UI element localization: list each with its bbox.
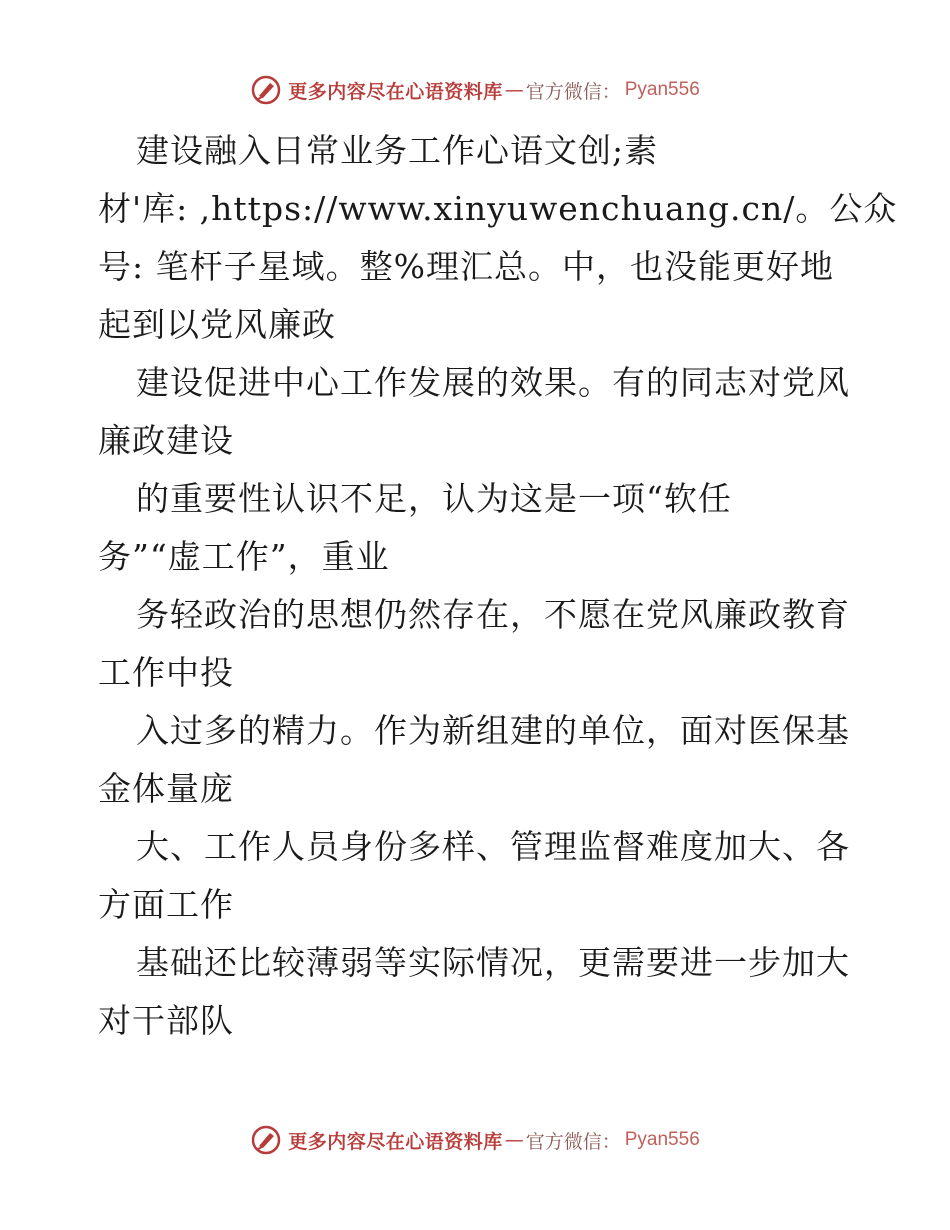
body-line: 方面工作 <box>98 885 234 924</box>
banner-wechat-id: Pyan556 <box>624 1129 700 1150</box>
banner-dash: — <box>504 79 524 101</box>
banner-main-text: 更多内容尽在心语资料库 <box>288 1130 503 1153</box>
body-line: 对干部队 <box>98 1001 234 1040</box>
footer-watermark-banner <box>0 1120 950 1160</box>
banner-official-label: 官方微信： <box>525 80 621 103</box>
brand-logo-icon <box>250 1124 282 1156</box>
body-line: 的重要性认识不足，认为这是一项“软任 <box>136 479 732 518</box>
body-line: 务”“虚工作”，重业 <box>98 537 390 576</box>
banner-dash: — <box>504 1129 524 1151</box>
body-line: 工作中投 <box>98 653 234 692</box>
body-line: 大、工作人员身份多样、管理监督难度加大、各 <box>136 827 850 866</box>
banner-official-label: 官方微信： <box>525 1130 621 1153</box>
brand-logo-icon <box>250 74 282 106</box>
body-line: 务轻政治的思想仍然存在，不愿在党风廉政教育 <box>136 595 850 634</box>
body-line: 建设促进中心工作发展的效果。有的同志对党风 <box>136 363 850 402</box>
body-line: 号: 笔杆子星域。整%理汇总。中，也没能更好地 <box>98 247 834 286</box>
body-line: 金体量庞 <box>98 769 234 808</box>
body-line: 材'库: ,https://www.xinyuwenchuang.cn/。公众 <box>98 189 898 228</box>
body-line: 廉政建设 <box>98 421 234 460</box>
document-body <box>98 122 898 1050</box>
body-line: 起到以党风廉政 <box>98 305 336 344</box>
body-line: 基础还比较薄弱等实际情况，更需要进一步加大 <box>136 943 850 982</box>
banner-main-text: 更多内容尽在心语资料库 <box>288 80 503 103</box>
body-line: 入过多的精力。作为新组建的单位，面对医保基 <box>136 711 850 750</box>
body-line: 建设融入日常业务工作心语文创;素 <box>136 131 659 170</box>
banner-wechat-id: Pyan556 <box>624 79 700 100</box>
header-watermark-banner <box>0 70 950 110</box>
